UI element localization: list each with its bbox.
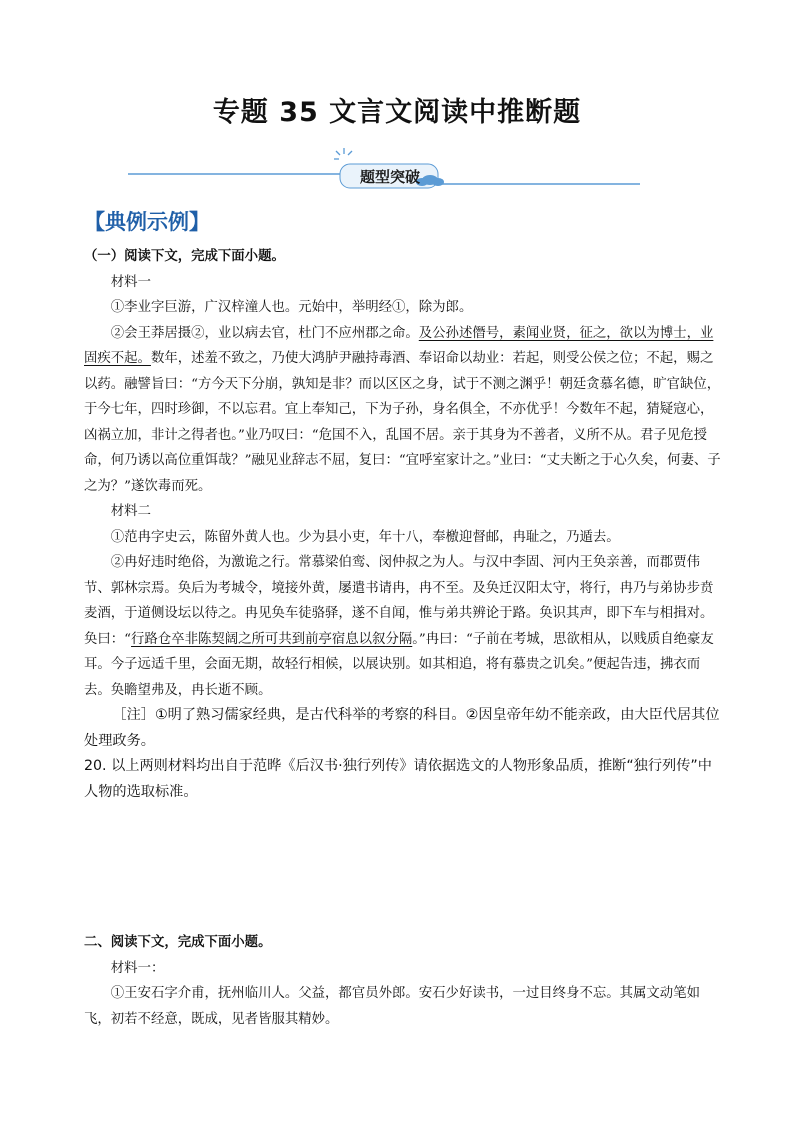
question-intro: 二、阅读下文，完成下面小题。 xyxy=(84,935,272,950)
underlined-sentence: 及公孙述僭号，素闻业贤，征之，欲以为博士，业固疾不起。 xyxy=(84,325,714,366)
question-intro: （一）阅读下文，完成下面小题。 xyxy=(84,249,285,264)
section-banner xyxy=(128,146,640,194)
page-title: 专题 35 文言文阅读中推断题 xyxy=(212,97,582,128)
paragraph: ①王安石字介甫，抚州临川人。父益，都官员外郎。安石少好读书，一过目终身不忘。其属文动笔如飞，初若不经意，既成，见者皆服其精妙。 xyxy=(84,986,700,1027)
passage-two xyxy=(84,930,724,1032)
sparkle-icon xyxy=(334,148,352,159)
paragraph: ①范冉字史云，陈留外黄人也。少为县小吏，年十八，奉檄迎督邮，冉耻之，乃遁去。 xyxy=(110,529,620,545)
annotation-note: ［注］①明了熟习儒家经典，是古代科举的考察的科目。②因皇帝年幼不能亲政，由大臣代居其位处理政务。 xyxy=(84,707,720,749)
underlined-sentence: 行路仓卒非陈契阔之所可共到前亭宿息以叙分隔 xyxy=(131,631,413,647)
material-label: 材料二 xyxy=(110,504,151,519)
paragraph: ①李业字巨游，广汉梓潼人也。元始中，举明经①，除为郎。 xyxy=(110,300,473,315)
banner-label: 题型突破 xyxy=(360,168,421,186)
passage-one xyxy=(84,244,724,805)
paragraph: ②冉好违时绝俗，为激诡之行。常慕梁伯鸾、闵仲叔之为人。与汉中李固、河内王奂亲善，而郡贾伟节、郭林宗焉。奂后为考城令，境接外黄，屡遣书请冉，冉不至。及奂迁汉阳太守，将行，冉乃与弟协步贲麦酒，于道侧设坛以待之。冉见奂车徒骆驿，遂不自闻，惟与弟共辨论于路。奂识其声，即下车与相揖对。奂曰：“行路仓卒非陈契阔之所可共到前亭宿息以叙分隔。”冉曰：“子前在考城，思欲相从，以贱质自绝豪友耳。今子远适千里，会面无期，故轻行相候，以展诀别。如其相追，将有慕贵之讥矣。”便起告违，拂衣而去。奂瞻望弗及，冉长逝不顾。 xyxy=(84,555,714,698)
section-heading: 【典例示例】 xyxy=(84,210,210,234)
material-label: 材料一 xyxy=(110,274,151,290)
material-label: 材料一： xyxy=(110,960,165,976)
question-20: 20. 以上两则材料均出自于范晔《后汉书·独行列传》请依据选文的人物形象品质，推断“独行列传”中人物的选取标准。 xyxy=(84,758,712,800)
paragraph: ②会王莽居摄②，业以病去官，杜门不应州郡之命。及公孙述僭号，素闻业贤，征之，欲以为博士，业固疾不起。数年，述羞不致之，乃使大鸿胪尹融持毒酒、奉诏命以劫业：若起，则受公侯之位；不起，赐之以药。融譬旨曰：“方今天下分崩，孰知是非？而以区区之身，试于不测之渊乎！朝廷贪慕名德，旷官缺位，于今七年，四时珍御，不以忘君。宜上奉知己，下为子孙，身名俱全，不亦优乎！今数年不起，猜疑寇心，凶祸立加，非计之得者也。”业乃叹曰：“危国不入，乱国不居。亲于其身为不善者，义所不从。君子见危授命，何乃诱以高位重饵哉？”融见业辞志不屈，复曰：“宜呼室家计之。”业曰：“丈夫断之于心久矣，何妻、子之为？”遂饮毒而死。 xyxy=(84,325,721,494)
